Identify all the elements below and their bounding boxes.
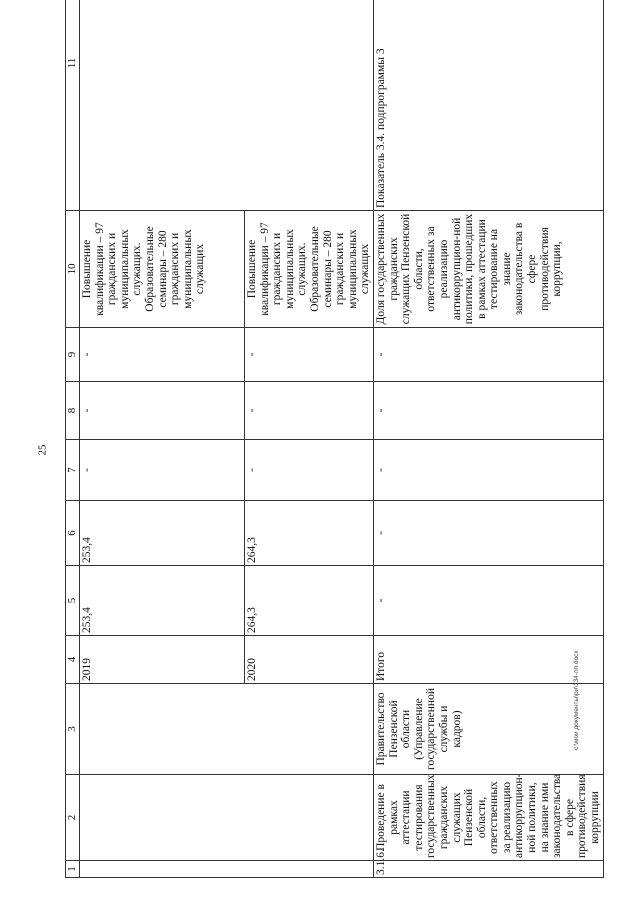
value-cell: - <box>80 382 245 440</box>
result-cell: Повышение квалификации – 97 гражданских и муниципальных служащих. Образовательные семинары – 280 гражданских и муниципальных служащих <box>80 211 245 328</box>
empty-cell <box>80 861 374 878</box>
header-cell: 4 <box>66 636 80 684</box>
value-cell: - <box>245 328 374 382</box>
year-cell: 2020 <box>245 636 374 684</box>
program-table <box>65 0 604 878</box>
value-cell: - <box>80 440 245 501</box>
header-cell: 3 <box>66 684 80 775</box>
file-path-footer: c:\мои документы\ри\134-пп.docx <box>573 650 580 750</box>
value-cell: - <box>373 440 603 501</box>
header-cell: 2 <box>66 775 80 861</box>
header-cell: 5 <box>66 566 80 636</box>
value-cell: - <box>245 440 374 501</box>
item-name: Проведение в рамках аттестации тестирования государственных гражданских служащих Пензенской области, ответственных за реализацию антикоррупцион-ной политики, на знание ими законодательства в сфере противодействия коррупции <box>373 775 603 861</box>
value-cell: 253,4 <box>80 501 245 566</box>
value-cell: - <box>373 566 603 636</box>
empty-cell <box>80 775 374 861</box>
result-cell: Повышение квалификации – 97 гражданских и муниципальных служащих. Образовательные семинары – 280 гражданских и муниципальных служащих <box>245 211 374 328</box>
item-number: 3.1.6. <box>373 861 603 878</box>
header-cell: 7 <box>66 440 80 501</box>
header-row <box>66 0 80 878</box>
item-executor: Правительство Пензенской области (Управление государственной службы и кадров) <box>373 684 603 775</box>
value-cell: - <box>373 382 603 440</box>
result-cell: Доля государственных гражданских служащих Пензенской области, ответственных за реализацию антикоррупцион-ной политики, прошедших в рамках аттестации тестирование на знание законодательства в сфере противодействия коррупции, <box>373 211 603 328</box>
header-cell: 6 <box>66 501 80 566</box>
rotated-table-wrapper <box>65 16 602 878</box>
header-cell: 8 <box>66 382 80 440</box>
year-cell: Итого <box>373 636 603 684</box>
table-row <box>80 0 245 878</box>
value-cell: - <box>373 501 603 566</box>
header-cell: 9 <box>66 328 80 382</box>
value-cell: - <box>80 328 245 382</box>
year-cell: 2019 <box>80 636 245 684</box>
value-cell: 264,3 <box>245 566 374 636</box>
empty-cell <box>80 0 374 211</box>
header-cell: 11 <box>66 0 80 211</box>
value-cell: 253,4 <box>80 566 245 636</box>
table-row <box>373 0 603 878</box>
header-cell: 10 <box>66 211 80 328</box>
empty-cell <box>80 684 374 775</box>
value-cell: - <box>373 328 603 382</box>
page-number: 25 <box>36 444 49 456</box>
indicator-cell: Показатель 3.4. подпрограммы 3 <box>373 0 603 211</box>
value-cell: 264,3 <box>245 501 374 566</box>
value-cell: - <box>245 382 374 440</box>
header-cell: 1 <box>66 861 80 878</box>
